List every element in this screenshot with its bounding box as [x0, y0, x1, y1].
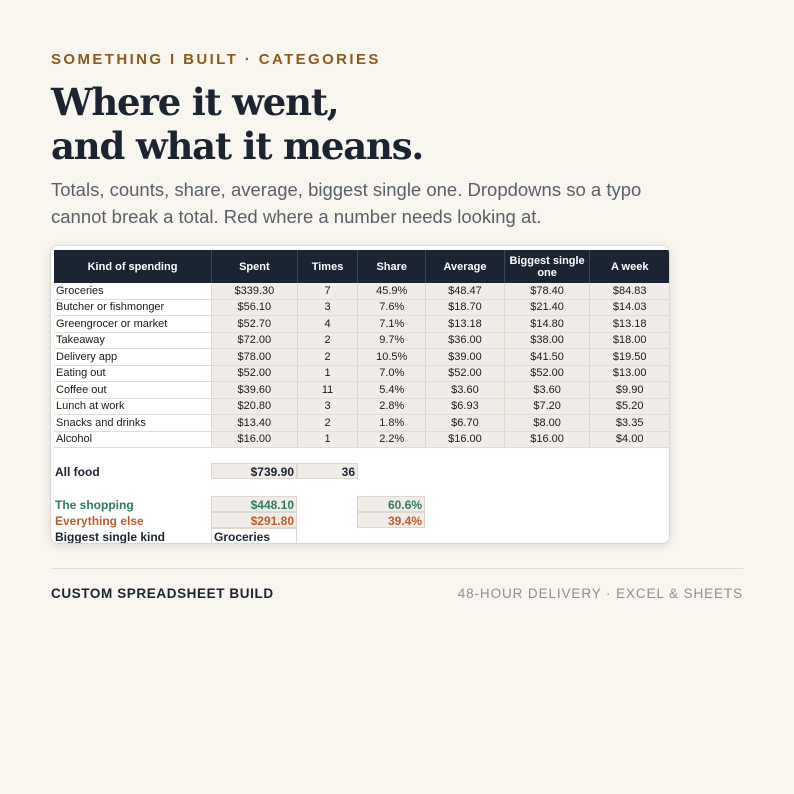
value-cell[interactable]: $5.20 [590, 398, 669, 415]
all-food-times-cell[interactable]: 36 [297, 463, 358, 479]
value-cell[interactable]: $3.60 [426, 382, 505, 399]
value-cell[interactable]: $52.00 [426, 365, 505, 382]
table-row [54, 283, 669, 299]
value-cell[interactable]: $14.80 [504, 316, 590, 333]
shopping-spent-cell[interactable]: $448.10 [211, 496, 297, 512]
value-cell[interactable]: $13.00 [590, 365, 669, 382]
value-cell[interactable]: $16.00 [426, 431, 505, 448]
column-header-times[interactable]: Times [297, 250, 358, 283]
spreadsheet-preview [51, 246, 669, 543]
page-title [51, 80, 751, 168]
category-cell[interactable]: Takeaway [54, 332, 212, 349]
column-header-week[interactable]: A week [590, 250, 669, 283]
category-cell[interactable]: Butcher or fishmonger [54, 299, 212, 316]
value-cell[interactable]: $84.83 [590, 283, 669, 299]
value-cell[interactable]: $18.70 [426, 299, 505, 316]
column-header-average[interactable]: Average [426, 250, 505, 283]
value-cell[interactable]: 1.8% [358, 415, 426, 432]
value-cell[interactable]: $18.00 [590, 332, 669, 349]
category-cell[interactable]: Snacks and drinks [54, 415, 212, 432]
value-cell[interactable]: $38.00 [504, 332, 590, 349]
column-header-spent[interactable]: Spent [212, 250, 298, 283]
table-header-row [54, 250, 669, 283]
value-cell[interactable]: $19.50 [590, 349, 669, 366]
value-cell[interactable]: $20.80 [212, 398, 298, 415]
category-cell[interactable]: Coffee out [54, 382, 212, 399]
value-cell[interactable]: $3.60 [504, 382, 590, 399]
category-cell[interactable]: Eating out [54, 365, 212, 382]
column-header-biggest[interactable]: Biggest single one [504, 250, 590, 283]
value-cell[interactable]: $339.30 [212, 283, 298, 299]
footer-service-label: CUSTOM SPREADSHEET BUILD [51, 586, 274, 601]
value-cell[interactable]: 3 [297, 398, 358, 415]
table-row [54, 398, 669, 415]
value-cell[interactable]: $13.18 [426, 316, 505, 333]
table-row [54, 365, 669, 382]
spending-table [54, 250, 669, 448]
description-line-1: Totals, counts, share, average, biggest single one. Dropdowns so a typo [51, 179, 642, 200]
table-row [54, 431, 669, 448]
all-food-spent-cell[interactable]: $739.90 [211, 463, 297, 479]
column-header-kind[interactable]: Kind of spending [54, 250, 212, 283]
value-cell[interactable]: $21.40 [504, 299, 590, 316]
everything-else-label: Everything else [55, 514, 144, 528]
value-cell[interactable]: $3.35 [590, 415, 669, 432]
everything-else-spent-cell[interactable]: $291.80 [211, 512, 297, 528]
value-cell[interactable]: 7 [297, 283, 358, 299]
value-cell[interactable]: 2.8% [358, 398, 426, 415]
category-cell[interactable]: Groceries [54, 283, 212, 299]
value-cell[interactable]: $52.00 [212, 365, 298, 382]
value-cell[interactable]: 3 [297, 299, 358, 316]
shopping-share-cell[interactable]: 60.6% [357, 496, 425, 512]
value-cell[interactable]: $48.47 [426, 283, 505, 299]
footer-divider [51, 568, 743, 569]
value-cell[interactable]: $7.20 [504, 398, 590, 415]
value-cell[interactable]: 7.0% [358, 365, 426, 382]
value-cell[interactable]: 5.4% [358, 382, 426, 399]
value-cell[interactable]: $72.00 [212, 332, 298, 349]
value-cell[interactable]: $16.00 [212, 431, 298, 448]
category-cell[interactable]: Greengrocer or market [54, 316, 212, 333]
value-cell[interactable]: $52.70 [212, 316, 298, 333]
table-row [54, 332, 669, 349]
value-cell[interactable]: $14.03 [590, 299, 669, 316]
biggest-kind-label: Biggest single kind [55, 530, 166, 543]
value-cell[interactable]: $39.00 [426, 349, 505, 366]
footer-delivery-label: 48-HOUR DELIVERY · EXCEL & SHEETS [457, 586, 743, 601]
table-row [54, 349, 669, 366]
value-cell[interactable]: $9.90 [590, 382, 669, 399]
value-cell[interactable]: $36.00 [426, 332, 505, 349]
value-cell[interactable]: 45.9% [358, 283, 426, 299]
biggest-kind-value-cell[interactable]: Groceries [211, 528, 297, 543]
description-line-2: cannot break a total. Red where a number needs looking at. [51, 206, 542, 227]
table-body [54, 283, 669, 448]
description [51, 176, 751, 230]
table-row [54, 316, 669, 333]
value-cell[interactable]: 2 [297, 332, 358, 349]
value-cell[interactable]: $16.00 [504, 431, 590, 448]
value-cell[interactable]: $78.00 [212, 349, 298, 366]
value-cell[interactable]: $13.40 [212, 415, 298, 432]
value-cell[interactable]: 1 [297, 365, 358, 382]
category-cell[interactable]: Alcohol [54, 431, 212, 448]
value-cell[interactable]: $6.70 [426, 415, 505, 432]
shopping-label: The shopping [55, 498, 134, 512]
value-cell[interactable]: 1 [297, 431, 358, 448]
value-cell[interactable]: 9.7% [358, 332, 426, 349]
all-food-label: All food [55, 465, 100, 479]
table-row [54, 415, 669, 432]
value-cell[interactable]: $56.10 [212, 299, 298, 316]
category-cell[interactable]: Lunch at work [54, 398, 212, 415]
headline-line-2: and what it means. [51, 124, 424, 168]
table-row [54, 382, 669, 399]
value-cell[interactable]: $78.40 [504, 283, 590, 299]
headline-line-1: Where it went, [51, 80, 339, 124]
value-cell[interactable]: $13.18 [590, 316, 669, 333]
value-cell[interactable]: 2 [297, 349, 358, 366]
value-cell[interactable]: $39.60 [212, 382, 298, 399]
value-cell[interactable]: 2 [297, 415, 358, 432]
table-row [54, 299, 669, 316]
value-cell[interactable]: 11 [297, 382, 358, 399]
value-cell[interactable]: 2.2% [358, 431, 426, 448]
eyebrow-label: SOMETHING I BUILT · CATEGORIES [51, 51, 381, 68]
value-cell[interactable]: $8.00 [504, 415, 590, 432]
value-cell[interactable]: $4.00 [590, 431, 669, 448]
value-cell[interactable]: 7.6% [358, 299, 426, 316]
column-header-share[interactable]: Share [358, 250, 426, 283]
value-cell[interactable]: $6.93 [426, 398, 505, 415]
value-cell[interactable]: $41.50 [504, 349, 590, 366]
value-cell[interactable]: $52.00 [504, 365, 590, 382]
value-cell[interactable]: 4 [297, 316, 358, 333]
category-cell[interactable]: Delivery app [54, 349, 212, 366]
everything-else-share-cell[interactable]: 39.4% [357, 512, 425, 528]
value-cell[interactable]: 7.1% [358, 316, 426, 333]
value-cell[interactable]: 10.5% [358, 349, 426, 366]
